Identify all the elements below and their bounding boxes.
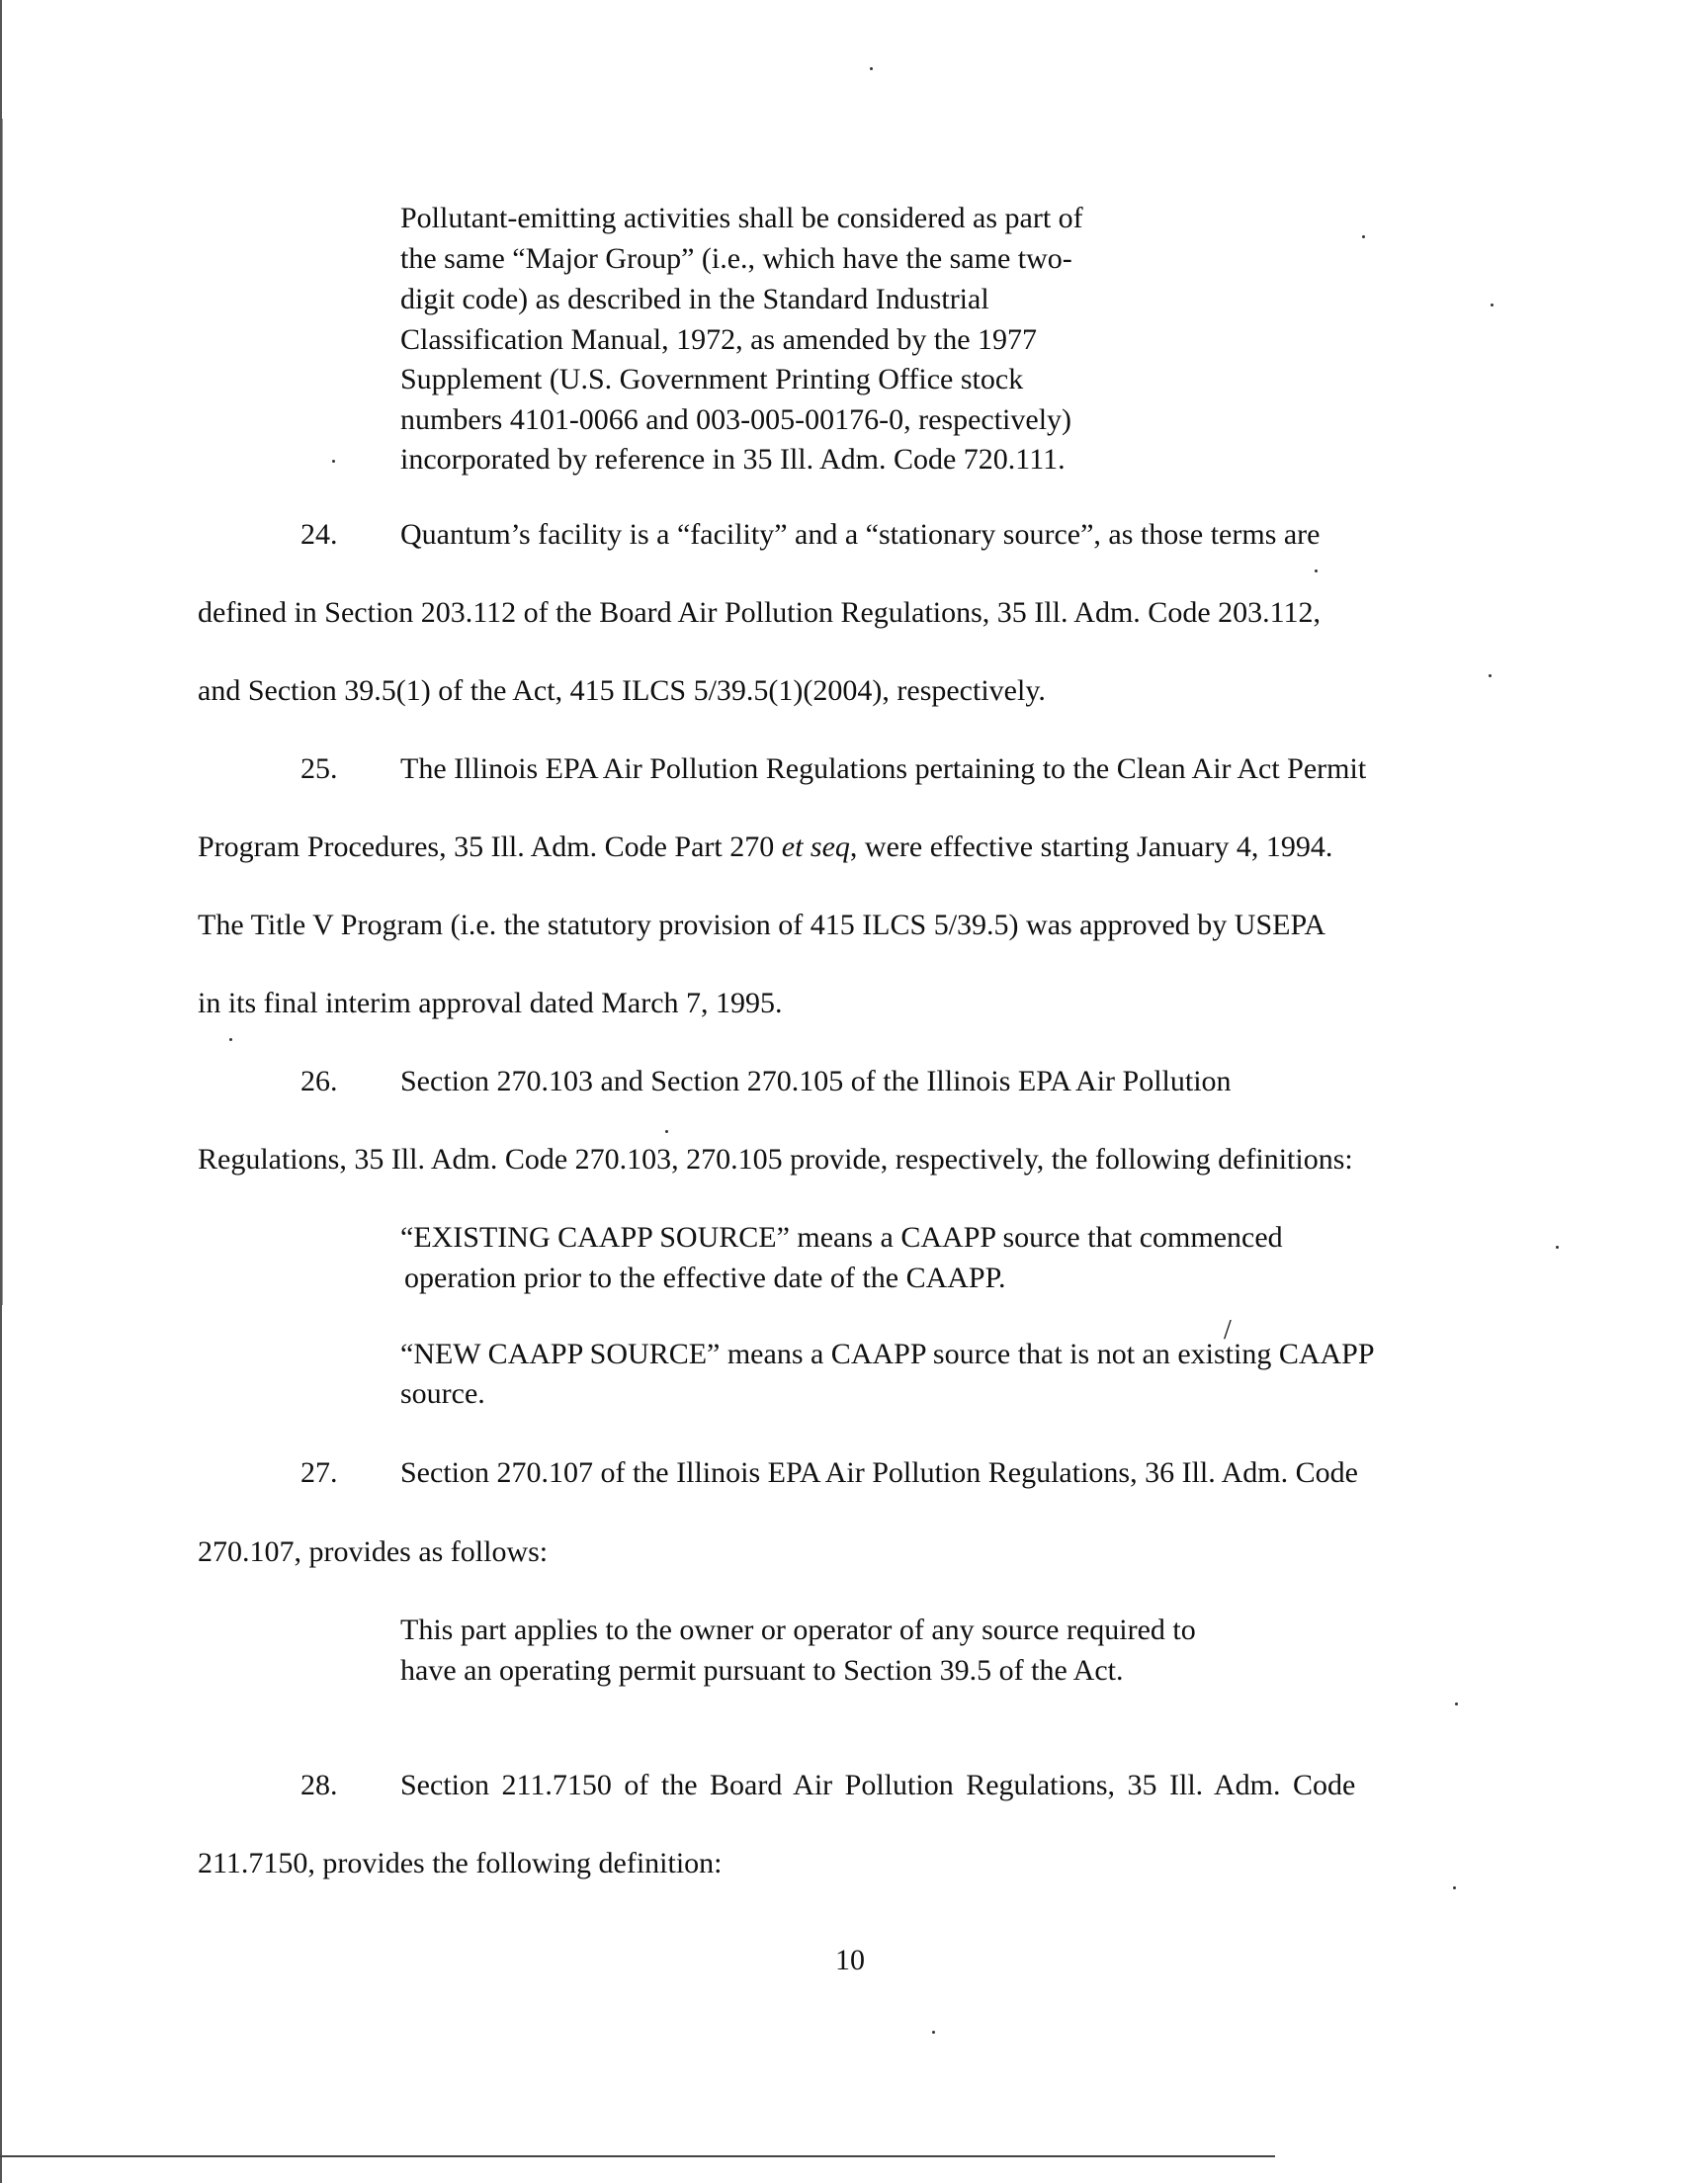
quote-line: incorporated by reference in 35 Ill. Adm. Code 720.111. <box>400 443 1066 476</box>
quote-line: digit code) as described in the Standard Industrial <box>400 283 989 315</box>
quote-line: Supplement (U.S. Government Printing Office stock <box>400 363 1024 395</box>
quote-line: Classification Manual, 1972, as amended by the 1977 <box>400 323 1038 356</box>
scan-speck <box>1491 304 1494 306</box>
paragraph-line: 270.107, provides as follows: <box>198 1535 549 1568</box>
paragraph-number: 28. <box>300 1769 338 1801</box>
quote-line: Pollutant-emitting activities shall be considered as part of <box>400 202 1083 234</box>
scan-speck <box>665 1130 668 1133</box>
paragraph-line: and Section 39.5(1) of the Act, 415 ILCS 5/39.5(1)(2004), respectively. <box>198 674 1046 707</box>
paragraph-number: 24. <box>300 518 338 551</box>
paragraph-number: 26. <box>300 1065 338 1097</box>
handwritten-tick-mark: / <box>1224 1315 1232 1346</box>
definition-line: source. <box>400 1377 485 1410</box>
paragraph-line: Section 270.103 and Section 270.105 of the Illinois EPA Air Pollution <box>400 1065 1232 1097</box>
scan-speck <box>932 2031 935 2034</box>
scan-speck <box>870 67 873 70</box>
scan-speck <box>1362 235 1365 238</box>
italic-term: et seq <box>781 830 850 863</box>
definition-line: “EXISTING CAAPP SOURCE” means a CAAPP source that commenced <box>400 1221 1283 1254</box>
paragraph-line <box>198 830 1332 864</box>
scan-speck <box>1453 1886 1456 1889</box>
scan-edge-left-inner <box>2 119 3 1305</box>
scan-edge-bottom <box>0 2155 1275 2157</box>
paragraph-line: The Title V Program (i.e. the statutory provision of 415 ILCS 5/39.5) was approved by USEPA <box>198 909 1326 941</box>
paragraph-line: Quantum’s facility is a “facility” and a “stationary source”, as those terms are <box>400 518 1321 551</box>
quote-line: This part applies to the owner or operator of any source required to <box>400 1614 1196 1646</box>
paragraph-line: in its final interim approval dated March 7, 1995. <box>198 987 783 1019</box>
paragraph-line: Section 211.7150 of the Board Air Pollution Regulations, 35 Ill. Adm. Code <box>400 1769 1356 1801</box>
paragraph-number: 25. <box>300 752 338 785</box>
paragraph-line: defined in Section 203.112 of the Board Air Pollution Regulations, 35 Ill. Adm. Code 203.112, <box>198 596 1322 629</box>
scan-speck <box>1315 569 1318 572</box>
paragraph-text: , were effective starting January 4, 1994. <box>849 830 1333 863</box>
paragraph-line: 211.7150, provides the following definition: <box>198 1847 723 1879</box>
scan-speck <box>229 1038 232 1041</box>
scan-speck <box>1489 674 1492 677</box>
definition-line: “NEW CAAPP SOURCE” means a CAAPP source that is not an existing CAAPP <box>400 1338 1375 1370</box>
scan-speck <box>1556 1246 1559 1249</box>
paragraph-text: Program Procedures, 35 Ill. Adm. Code Part 270 <box>198 830 782 863</box>
scan-speck <box>1455 1703 1458 1705</box>
paragraph-line: Section 270.107 of the Illinois EPA Air Pollution Regulations, 36 Ill. Adm. Code <box>400 1456 1358 1489</box>
scan-speck <box>332 460 335 463</box>
paragraph-line: The Illinois EPA Air Pollution Regulations pertaining to the Clean Air Act Permit <box>400 752 1367 785</box>
paragraph-number: 27. <box>300 1456 338 1489</box>
quote-line: the same “Major Group” (i.e., which have the same two- <box>400 242 1072 275</box>
quote-line: have an operating permit pursuant to Section 39.5 of the Act. <box>400 1654 1124 1687</box>
paragraph-line: Regulations, 35 Ill. Adm. Code 270.103, 270.105 provide, respectively, the following definitions: <box>198 1143 1353 1176</box>
page-number: 10 <box>835 1944 865 1976</box>
definition-line: operation prior to the effective date of the CAAPP. <box>404 1262 1006 1294</box>
quote-line: numbers 4101-0066 and 003-005-00176-0, respectively) <box>400 403 1072 436</box>
